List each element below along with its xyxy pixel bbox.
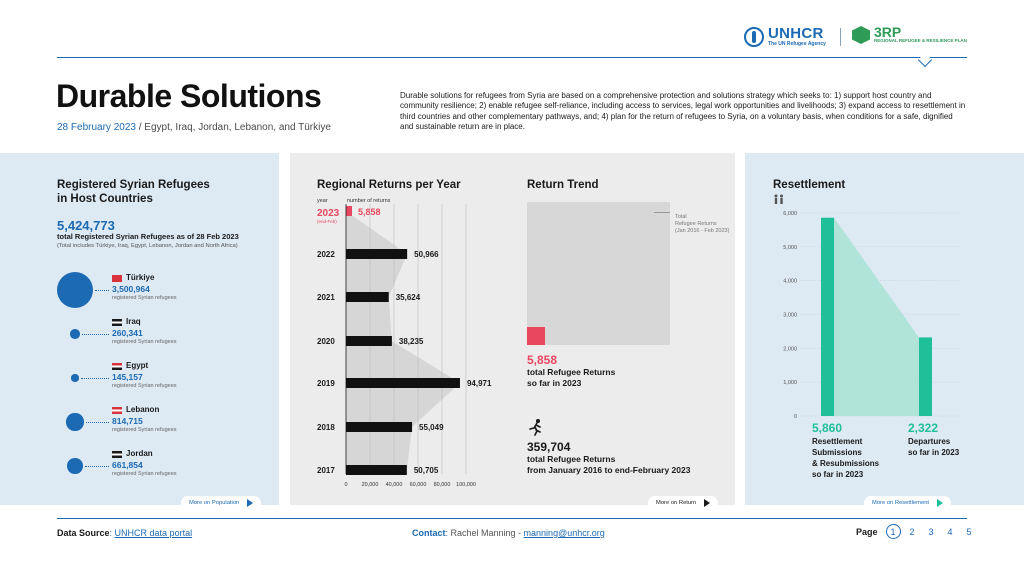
country-name: Lebanon: [126, 405, 160, 414]
trend-2023-label-line-1: total Refugee Returns: [527, 367, 616, 377]
resettlement-y-tick: 0: [793, 414, 797, 420]
country-bubble: [70, 329, 80, 339]
resettlement-y-tick: 1,000: [783, 380, 797, 387]
refugees-heading: [57, 178, 210, 206]
more-on-population-label: More on Population: [189, 500, 240, 506]
country-leader-line: [81, 378, 109, 379]
page-link-5[interactable]: 5: [966, 526, 972, 537]
flag-icon: [112, 407, 122, 414]
logo-divider: [840, 28, 841, 46]
trend-2023-value: 5,858: [527, 353, 558, 367]
submissions-label-line-3: & Resubmissions: [812, 459, 880, 468]
unhcr-logo: [744, 26, 826, 48]
returns-x-tick: 100,000: [456, 482, 476, 488]
report-date: 28 February 2023: [57, 122, 136, 133]
country-sub-label: registered Syrian refugees: [112, 339, 177, 345]
page-link-3[interactable]: 3: [928, 526, 934, 537]
intro-paragraph: Durable solutions for refugees from Syria are based on a comprehensive protection and solutions strategy which seeks to: 1) support host country and community resilience; 2) enable refugee self-reliance, including access to services, legal work opportunities and livelihoods; 3) expand access to resettlement in third countries and other complementary pathways, and; 4) plan for the return of refugees to Syria, on a voluntary basis, when conditions for a safe, dignified and sustainable return are in place.: [400, 91, 966, 132]
total-refugees-value: 5,424,773: [57, 218, 115, 233]
returns-value-label: 94,971: [466, 379, 492, 388]
3rp-tagline: REGIONAL REFUGEE & RESILIENCE PLAN: [874, 38, 967, 43]
more-on-population-button[interactable]: [181, 496, 261, 510]
resettlement-y-tick: 6,000: [783, 211, 797, 217]
returns-bar: [346, 422, 412, 432]
header-chevron-icon: [918, 53, 932, 67]
pagination: [856, 524, 981, 539]
country-leader-line: [82, 334, 109, 335]
trend-total-label: [527, 454, 690, 476]
returns-bar: [346, 465, 407, 475]
trend-heading: Return Trend: [527, 179, 599, 191]
returns-x-tick: 80,000: [433, 482, 451, 488]
returns-bar: [346, 336, 392, 346]
returns-value-label: 50,705: [413, 466, 439, 475]
resettlement-bar: [919, 337, 932, 416]
submissions-label-line-1: Resettlement: [812, 437, 863, 446]
page-title: Durable Solutions: [56, 78, 322, 114]
returns-year-tick: 2019: [317, 379, 335, 388]
trend-total-label-line-1: total Refugee Returns: [527, 454, 616, 464]
refugees-heading-line-2: in Host Countries: [57, 193, 153, 205]
play-arrow-icon: [247, 499, 253, 507]
trend-total-label-line-2: from January 2016 to end-February 2023: [527, 465, 691, 475]
walking-person-icon: [527, 418, 545, 436]
returns-heading: Regional Returns per Year: [317, 179, 461, 191]
total-refugees-note: (Total includes Türkiye, Iraq, Egypt, Lebanon, Jordan and North Africa): [57, 243, 238, 249]
returns-year-tick: 2018: [317, 423, 335, 432]
more-on-return-button[interactable]: [648, 496, 718, 510]
returns-value-label: 35,624: [395, 293, 421, 302]
departures-value: 2,322: [908, 421, 939, 435]
footer-divider: [57, 518, 967, 519]
country-value: 145,157: [112, 372, 143, 382]
footer-contact-name: : Rachel Manning -: [445, 528, 524, 538]
country-value: 814,715: [112, 416, 143, 426]
country-sub-label: registered Syrian refugees: [112, 427, 177, 433]
more-on-resettlement-label: More on Resettlement: [872, 500, 930, 506]
country-sub-label: registered Syrian refugees: [112, 295, 177, 301]
country-value: 3,500,964: [112, 284, 150, 294]
3rp-logo-text: 3RP: [874, 24, 902, 40]
resettlement-y-tick: 4,000: [783, 278, 797, 285]
flag-icon: [112, 319, 122, 326]
returns-value-label: 38,235: [398, 337, 424, 346]
departures-label: [908, 436, 959, 458]
submissions-value: 5,860: [812, 421, 843, 435]
more-on-resettlement-button[interactable]: [864, 496, 951, 510]
returns-bar: [346, 292, 389, 302]
returns-bar: [346, 249, 407, 259]
header-divider: [57, 57, 967, 58]
resettlement-bar: [821, 218, 834, 416]
returns-year-tick: 2022: [317, 250, 335, 259]
departures-label-line-1: Departures: [908, 437, 951, 446]
trend-legend-line-2: Refugee Returns: [675, 221, 717, 227]
more-on-return-label: More on Return: [656, 500, 697, 506]
submissions-label-line-2: Submissions: [812, 448, 862, 457]
returns-bar-chart: [300, 190, 500, 495]
resettlement-bar-chart: [760, 205, 980, 425]
footer-source: Data Source: UNHCR data portal: [57, 528, 193, 538]
flag-icon: [112, 451, 122, 458]
refugees-heading-line-1: Registered Syrian Refugees: [57, 179, 210, 191]
page-link-1[interactable]: 1: [886, 524, 901, 539]
returns-year-label: year: [317, 198, 328, 204]
resettlement-area-shape: [834, 218, 919, 416]
country-bubble: [71, 374, 78, 381]
returns-x-tick: 60,000: [409, 482, 427, 488]
country-sub-label: registered Syrian refugees: [112, 471, 177, 477]
trend-legend-line-1: Total: [675, 214, 687, 220]
returns-x-tick: 40,000: [385, 482, 403, 488]
page-link-4[interactable]: 4: [947, 526, 953, 537]
contact-email-link[interactable]: manning@unhcr.org: [523, 528, 605, 538]
trend-2023-label: [527, 367, 615, 389]
pagination-label: Page: [856, 526, 878, 537]
resettlement-y-tick: 3,000: [783, 312, 797, 319]
returns-x-axis: [344, 482, 475, 488]
unhcr-tagline: The UN Refugee Agency: [768, 41, 826, 47]
trend-2023-square: [527, 327, 545, 345]
returns-year-tick: 2020: [317, 337, 335, 346]
country-bubble: [67, 458, 83, 474]
country-name: Iraq: [126, 317, 141, 326]
trend-total-value: 359,704: [527, 440, 571, 454]
country-sub-label: registered Syrian refugees: [112, 383, 177, 389]
country-leader-line: [95, 290, 109, 291]
unhcr-logo-text: UNHCR: [768, 25, 824, 42]
departures-label-line-2: so far in 2023: [908, 448, 960, 457]
country-name: Egypt: [126, 361, 149, 370]
country-value: 661,854: [112, 460, 143, 470]
pagination-links: [886, 524, 981, 539]
returns-current-bar: [346, 206, 352, 216]
returns-current-note: (end-Feb): [317, 219, 337, 224]
country-value: 260,341: [112, 328, 143, 338]
data-portal-link[interactable]: UNHCR data portal: [114, 528, 193, 538]
country-leader-line: [85, 466, 109, 467]
resettlement-bars-group: [821, 218, 932, 416]
report-countries: / Egypt, Iraq, Jordan, Lebanon, and Türkiye: [135, 122, 331, 133]
trend-legend: [675, 214, 729, 235]
flag-icon: [112, 363, 122, 370]
returns-value-label: 50,966: [414, 250, 439, 259]
flag-icon: [112, 275, 122, 282]
country-bubble: [66, 413, 83, 430]
returns-x-tick: 0: [344, 482, 348, 488]
submissions-label-line-4: so far in 2023: [812, 470, 864, 479]
unhcr-globe-icon: [744, 27, 764, 47]
footer-contact: [412, 528, 605, 538]
footer-source-label: Data Source: [57, 528, 110, 538]
returns-year-tick: 2017: [317, 466, 335, 475]
country-name: Jordan: [126, 449, 153, 458]
people-icon: [773, 194, 785, 204]
country-leader-line: [86, 422, 109, 423]
3rp-logo: [852, 26, 967, 44]
3rp-hexagon-icon: [852, 26, 870, 44]
resettlement-y-tick: 5,000: [783, 244, 797, 251]
total-refugees-label: total Registered Syrian Refugees as of 28 Feb 2023: [57, 232, 239, 241]
play-arrow-icon: [937, 499, 943, 507]
trend-2023-label-line-2: so far in 2023: [527, 378, 582, 388]
country-name: Türkiye: [126, 273, 155, 282]
resettlement-heading: Resettlement: [773, 179, 846, 191]
returns-current-year: 2023: [317, 208, 340, 219]
trend-legend-line-3: (Jan 2016 - Feb 2023): [675, 228, 730, 234]
footer-contact-label: Contact: [412, 528, 446, 538]
page-subtitle: [57, 122, 331, 133]
trend-legend-leader: [654, 212, 670, 213]
play-arrow-icon: [704, 499, 710, 507]
returns-current-value: 5,858: [358, 207, 381, 217]
resettlement-y-tick: 2,000: [783, 346, 797, 353]
page-link-2[interactable]: 2: [909, 526, 915, 537]
country-bubble: [57, 272, 93, 308]
submissions-label: [812, 436, 879, 480]
returns-number-label: number of returns: [347, 198, 391, 204]
returns-year-tick: 2021: [317, 293, 335, 302]
returns-bar: [346, 378, 460, 388]
trend-total-square: [527, 202, 670, 345]
returns-value-label: 55,049: [419, 423, 444, 432]
returns-x-tick: 20,000: [361, 482, 379, 488]
